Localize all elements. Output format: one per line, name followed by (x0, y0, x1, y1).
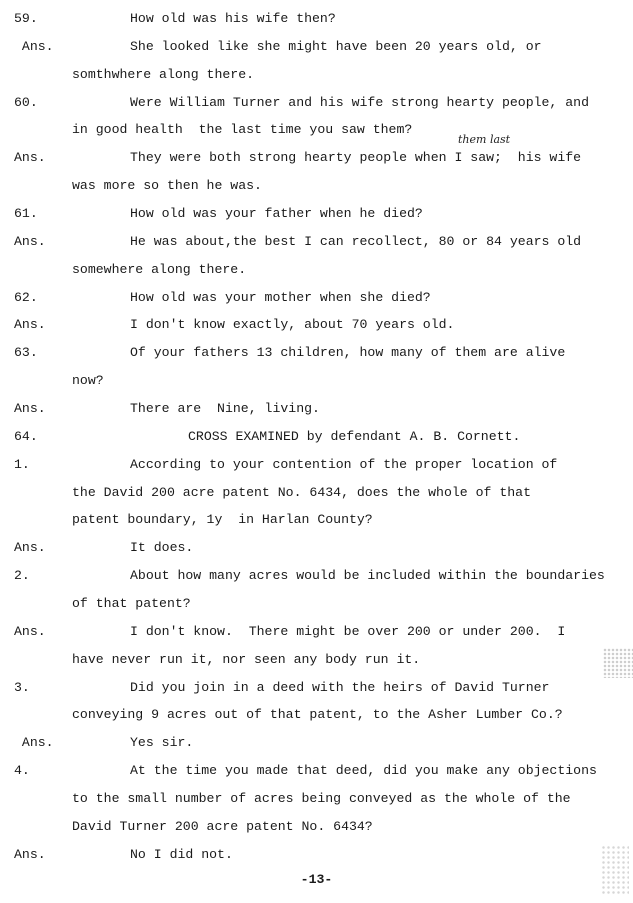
line-text: was more so then he was. (72, 178, 262, 194)
testimony-line (0, 290, 633, 318)
line-text: I don't know. There might be over 200 or under 200. I (130, 623, 566, 639)
line-text: patent boundary, 1y in Harlan County? (72, 512, 373, 528)
testimony-line (0, 429, 633, 457)
line-text: have never run it, nor seen any body run it. (72, 651, 421, 667)
line-text: somthwhere along there. (72, 66, 255, 82)
testimony-line (0, 39, 633, 67)
line-label: 1. (14, 456, 30, 472)
line-text: to the small number of acres being conveyed as the whole of the (72, 791, 571, 807)
line-label: 2. (14, 568, 30, 584)
testimony-line (0, 707, 633, 735)
line-text: conveying 9 acres out of that patent, to the Asher Lumber Co.? (72, 707, 563, 723)
line-text: They were both strong hearty people when I saw; his wife (130, 150, 582, 166)
line-label: Ans. (14, 38, 54, 54)
handwritten-insertion: them last (458, 133, 511, 146)
scan-noise (603, 648, 633, 678)
line-label: Ans. (14, 317, 46, 333)
testimony-line (0, 178, 633, 206)
line-label: Ans. (14, 233, 46, 249)
line-text: How old was his wife then? (130, 11, 336, 26)
testimony-line (0, 735, 633, 763)
line-text: David Turner 200 acre patent No. 6434? (72, 818, 373, 834)
line-text: There are Nine, living. (130, 401, 320, 417)
testimony-line (0, 512, 633, 540)
line-text: Did you join in a deed with the heirs of David Turner (130, 679, 550, 695)
line-label: Ans. (14, 150, 46, 166)
line-label: 59. (14, 11, 38, 26)
testimony-line (0, 95, 633, 123)
testimony-line (0, 596, 633, 624)
line-label: Ans. (14, 540, 46, 556)
line-text: CROSS EXAMINED by defendant A. B. Cornett. (188, 428, 521, 444)
line-label: Ans. (14, 735, 54, 751)
testimony-line (0, 457, 633, 485)
line-text: She looked like she might have been 20 years old, or (130, 38, 542, 54)
testimony-line (0, 373, 633, 401)
line-text: of that patent? (72, 596, 191, 612)
line-text: According to your contention of the proper location of (130, 456, 558, 472)
line-text: At the time you made that deed, did you make any objections (130, 763, 597, 779)
line-label: 63. (14, 345, 38, 361)
testimony-line (0, 819, 633, 847)
line-text: Were William Turner and his wife strong hearty people, and (130, 94, 589, 110)
line-label: 62. (14, 289, 38, 305)
testimony-line (0, 847, 633, 875)
testimony-line (0, 67, 633, 95)
testimony-line (0, 206, 633, 234)
line-text: He was about,the best I can recollect, 80 or 84 years old (130, 233, 582, 249)
line-label: 4. (14, 763, 30, 779)
line-label: Ans. (14, 846, 46, 862)
page-number: -13- (300, 872, 333, 887)
testimony-line (0, 791, 633, 819)
testimony-line (0, 317, 633, 345)
line-text: Of your fathers 13 children, how many of them are alive (130, 345, 566, 361)
line-text: I don't know exactly, about 70 years old. (130, 317, 455, 333)
testimony-line (0, 11, 633, 39)
testimony-line (0, 652, 633, 680)
line-text: About how many acres would be included within the boundaries (130, 568, 605, 584)
testimony-line (0, 680, 633, 708)
line-text: Yes sir. (130, 735, 194, 751)
testimony-line (0, 485, 633, 513)
line-text: It does. (130, 540, 194, 556)
line-label: Ans. (14, 401, 46, 417)
line-label: Ans. (14, 623, 46, 639)
line-text: now? (72, 373, 104, 389)
testimony-line (0, 345, 633, 373)
testimony-line (0, 568, 633, 596)
line-label: 61. (14, 206, 38, 222)
line-text: the David 200 acre patent No. 6434, does the whole of that (72, 484, 531, 500)
testimony-line (0, 763, 633, 791)
line-label: 64. (14, 428, 38, 444)
line-label: 60. (14, 94, 38, 110)
testimony-line (0, 262, 633, 290)
testimony-line (0, 122, 633, 150)
line-text: How old was your father when he died? (130, 206, 423, 222)
testimony-lines (0, 11, 633, 875)
testimony-line (0, 540, 633, 568)
line-text: How old was your mother when she died? (130, 289, 431, 305)
line-text: No I did not. (130, 846, 233, 862)
scan-noise (601, 845, 629, 895)
testimony-line (0, 234, 633, 262)
line-text: somewhere along there. (72, 261, 247, 277)
line-text: in good health the last time you saw them? (72, 122, 413, 138)
testimony-line (0, 150, 633, 178)
testimony-line (0, 624, 633, 652)
line-label: 3. (14, 679, 30, 695)
testimony-line (0, 401, 633, 429)
